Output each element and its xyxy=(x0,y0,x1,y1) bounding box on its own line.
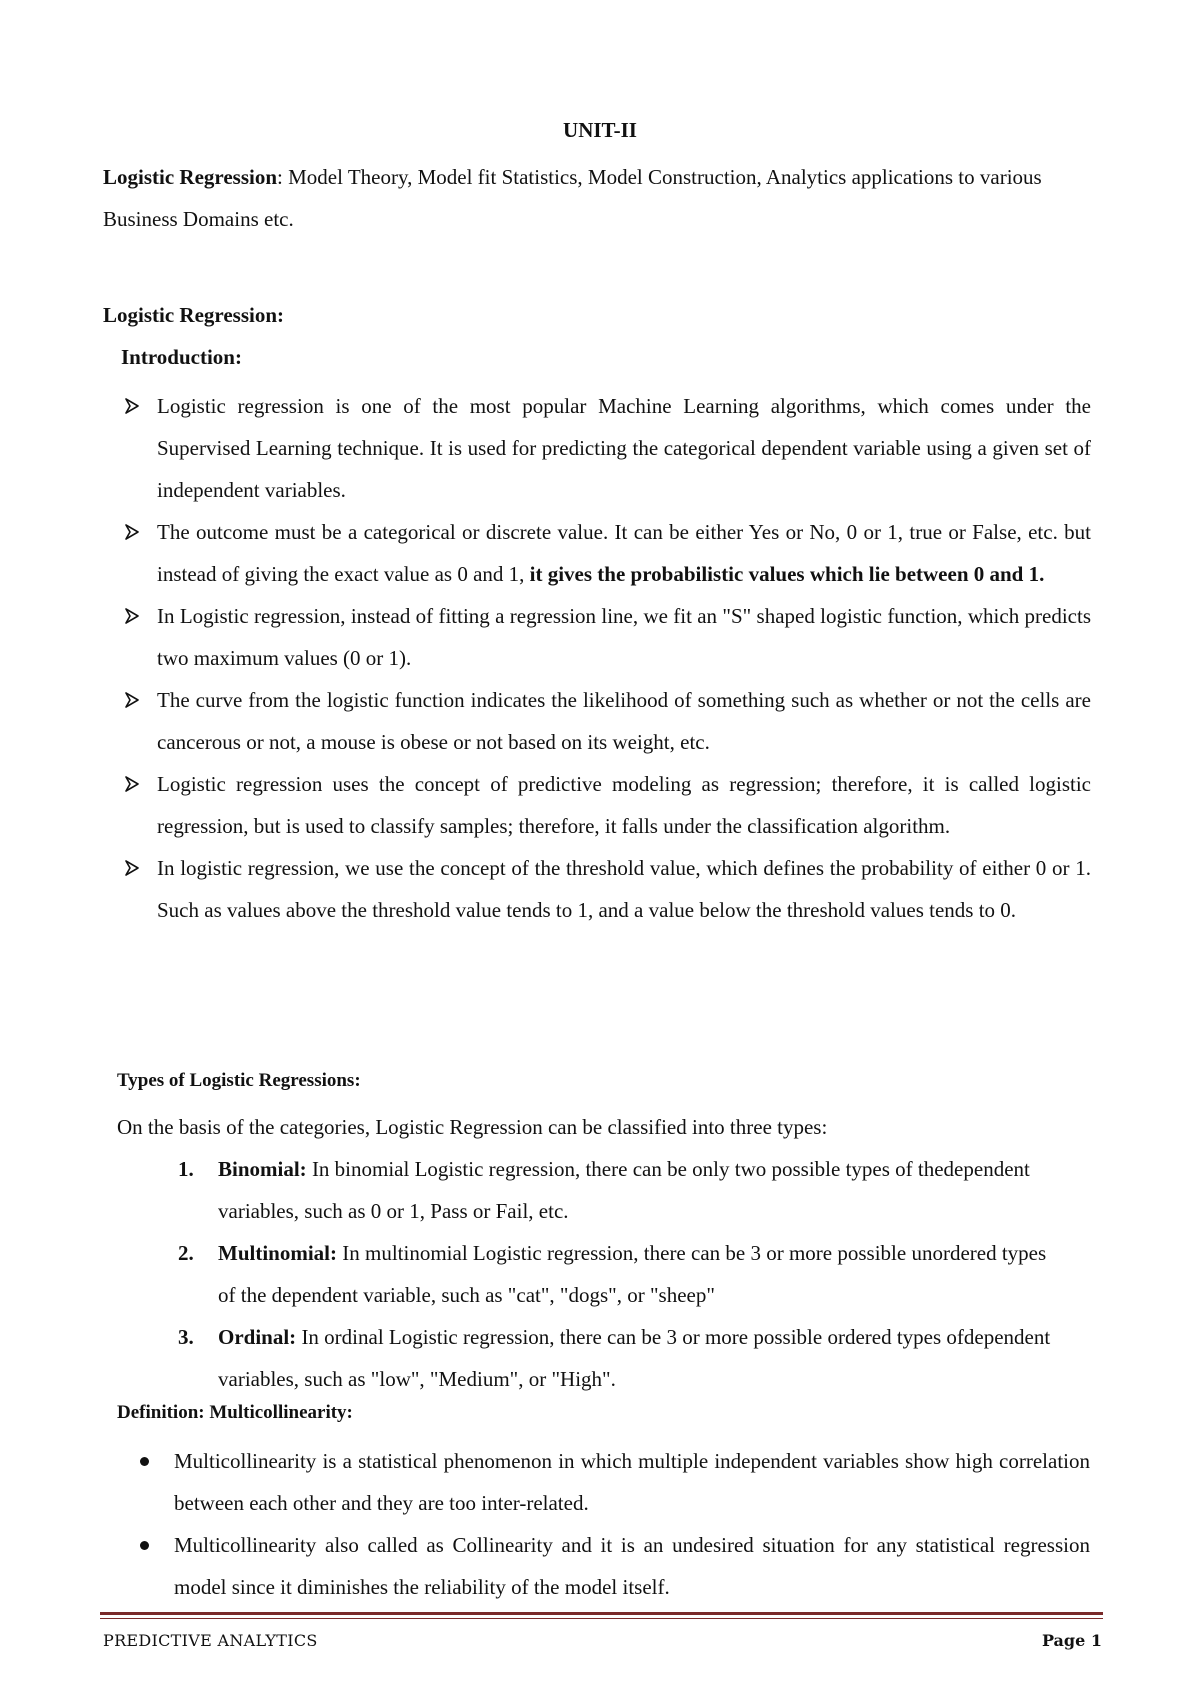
syllabus-paragraph xyxy=(103,156,1103,240)
intro-point-text: The curve from the logistic function indicates the likelihood of something such as whether or not the cells are cancerous or not, a mouse is obese or not based on its weight, etc. xyxy=(157,688,1091,754)
intro-point-text: In Logistic regression, instead of fitting a regression line, we fit an "S" shaped logistic function, which predicts two maximum values (0 or 1). xyxy=(157,604,1091,670)
type-text: In multinomial Logistic regression, there can be 3 or more possible unordered types of the dependent variable, such as "cat", "dogs", or "sheep" xyxy=(218,1241,1047,1307)
arrow-bullet-icon xyxy=(121,763,143,805)
section-heading: Logistic Regression: xyxy=(103,303,285,327)
list-item xyxy=(121,763,1091,847)
item-number: 1. xyxy=(178,1157,194,1181)
arrow-bullet-icon xyxy=(121,595,143,637)
list-item xyxy=(140,1524,1090,1608)
list-item xyxy=(178,1232,1058,1316)
bullet-icon xyxy=(140,1541,149,1550)
footer-rule xyxy=(100,1612,1103,1615)
intro-point-text: The outcome must be a categorical or discrete value. It can be either Yes or No, 0 or 1, true or False, etc. but instead of giving the exact value as 0 and 1, xyxy=(157,520,1091,586)
unit-title: UNIT-II xyxy=(563,118,637,142)
type-term: Multinomial: xyxy=(218,1241,337,1265)
types-list xyxy=(178,1148,1058,1400)
intro-point-bold: it gives the probabilistic values which lie between 0 and 1. xyxy=(529,562,1045,586)
page-number: Page 1 xyxy=(1041,1631,1102,1650)
definition-text: Multicollinearity also called as Collinearity and it is an undesired situation for any statistical regression model since it diminishes the reliability of the model itself. xyxy=(174,1533,1090,1599)
list-item xyxy=(121,847,1091,931)
footer-title: PREDICTIVE ANALYTICS xyxy=(103,1631,318,1650)
footer-rule-thin xyxy=(100,1618,1103,1619)
syllabus-label: Logistic Regression xyxy=(103,165,278,189)
arrow-bullet-icon xyxy=(121,511,143,553)
list-item xyxy=(178,1148,1058,1232)
types-heading: Types of Logistic Regressions: xyxy=(117,1070,361,1091)
definition-list xyxy=(140,1440,1090,1608)
item-number: 2. xyxy=(178,1241,194,1265)
definition-heading: Definition: Multicollinearity: xyxy=(117,1402,353,1423)
list-item xyxy=(121,385,1091,511)
intro-heading: Introduction: xyxy=(121,345,242,369)
type-text: In ordinal Logistic regression, there can be 3 or more possible ordered types ofdependent variables, such as "low", "Medium", or "High". xyxy=(218,1325,1051,1391)
arrow-bullet-icon xyxy=(121,847,143,889)
type-term: Ordinal: xyxy=(218,1325,297,1349)
list-item xyxy=(121,595,1091,679)
item-number: 3. xyxy=(178,1325,194,1349)
intro-point-text: Logistic regression is one of the most popular Machine Learning algorithms, which comes under the Supervised Learning technique. It is used for predicting the categorical dependent variable using a given set of independent variables. xyxy=(157,394,1091,502)
list-item xyxy=(121,679,1091,763)
arrow-bullet-icon xyxy=(121,385,143,427)
syllabus-text: : Model Theory, Model fit Statistics, Model Construction, Analytics applications to various Business Domains etc. xyxy=(103,165,1042,231)
intro-point-text: Logistic regression uses the concept of predictive modeling as regression; therefore, it is called logistic regression, but is used to classify samples; therefore, it falls under the classification algorithm. xyxy=(157,772,1091,838)
list-item xyxy=(178,1316,1058,1400)
intro-list xyxy=(121,385,1091,931)
type-term: Binomial: xyxy=(218,1157,307,1181)
definition-text: Multicollinearity is a statistical phenomenon in which multiple independent variables show high correlation between each other and they are too inter-related. xyxy=(174,1449,1090,1515)
type-text: In binomial Logistic regression, there can be only two possible types of thedependent variables, such as 0 or 1, Pass or Fail, etc. xyxy=(218,1157,1030,1223)
list-item xyxy=(140,1440,1090,1524)
bullet-icon xyxy=(140,1457,149,1466)
types-intro: On the basis of the categories, Logistic Regression can be classified into three types: xyxy=(117,1115,828,1139)
arrow-bullet-icon xyxy=(121,679,143,721)
intro-point-text: In logistic regression, we use the concept of the threshold value, which defines the probability of either 0 or 1. Such as values above the threshold value tends to 1, and a value below the threshold values tends to 0. xyxy=(157,856,1091,922)
list-item xyxy=(121,511,1091,595)
